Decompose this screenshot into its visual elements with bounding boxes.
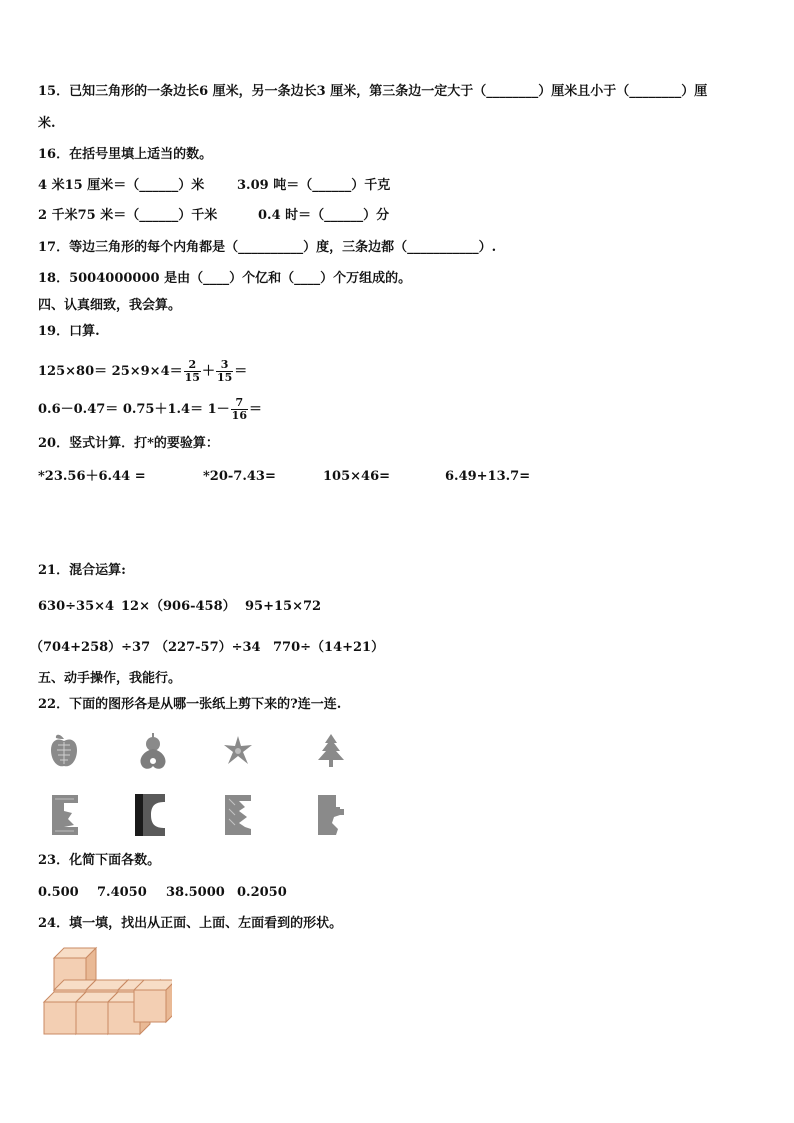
q19-r1a: 125×80＝ xyxy=(38,364,108,379)
q21-r1-3: 95+15×72 xyxy=(245,599,322,614)
q21-title: 21．混合运算: xyxy=(38,563,126,578)
q16-title: 16．在括号里填上适当的数。 xyxy=(38,147,213,162)
q19-row2: 0.6－0.47＝ 0.75＋1.4＝ 1－ $\frac{7}{16}$ ＝ xyxy=(38,396,262,422)
tree-icon xyxy=(316,733,346,769)
q15-line2: 米. xyxy=(38,116,56,131)
fraction-7-16: $\frac{7}{16}$ xyxy=(231,396,247,422)
paper-cutout-3 xyxy=(225,795,251,835)
q22-text: 22．下面的图形各是从哪一张纸上剪下来的?连一连. xyxy=(38,697,342,712)
q23-item-4: 0.2050 xyxy=(237,885,287,900)
fraction-3-15: $\frac{3}{15}$ xyxy=(216,358,233,384)
q16-row2b: 0.4 时＝（______）分 xyxy=(258,208,390,223)
q16-row1b: 3.09 吨＝（______）千克 xyxy=(237,178,391,193)
q19-row1: 125×80＝ 25×9×4＝ $\frac{2}{15}$ ＋ $\frac{3}{15}$ ＝ xyxy=(38,358,248,384)
section4-heading: 四、认真细致，我会算。 xyxy=(38,298,182,313)
q20-title: 20．竖式计算．打*的要验算： xyxy=(38,436,219,451)
q19-r1b: 25×9×4＝ xyxy=(111,364,183,379)
q20-item-4: 6.49+13.7= xyxy=(445,469,531,484)
q20-item-2: *20-7.43= xyxy=(203,469,276,484)
star-flower-icon xyxy=(222,735,254,767)
q17-text: 17．等边三角形的每个内角都是（__________）度，三条边都（___________）. xyxy=(38,240,497,255)
q21-r1-1: 630÷35×4 xyxy=(38,599,115,614)
q21-r1-2: 12×（906-458） xyxy=(121,599,236,614)
fraction-2-15: $\frac{2}{15}$ xyxy=(184,358,200,384)
q23-item-3: 38.5000 xyxy=(166,885,225,900)
q20-item-1: *23.56＋6.44 = xyxy=(38,469,146,484)
q21-r2-2: （227-57）÷34 xyxy=(155,640,261,655)
q16-row2a: 2 千米75 米＝（______）千米 xyxy=(38,208,218,223)
q24-text: 24．填一填，找出从正面、上面、左面看到的形状。 xyxy=(38,916,343,931)
q18-text: 18．5004000000 是由（____）个亿和（____）个万组成的。 xyxy=(38,271,412,286)
q16-row1a: 4 米15 厘米＝（______）米 xyxy=(38,178,205,193)
cube-stack-figure xyxy=(42,944,172,1036)
q15-line1: 15．已知三角形的一条边长6 厘米，另一条边长3 厘米，第三条边一定大于（________）厘米且小于（________）厘 xyxy=(38,84,708,99)
section5-heading: 五、动手操作，我能行。 xyxy=(38,671,182,686)
q23-title: 23．化简下面各数。 xyxy=(38,853,161,868)
q19-title: 19．口算. xyxy=(38,324,100,339)
gourd-icon xyxy=(138,733,168,771)
q20-item-3: 105×46= xyxy=(323,469,391,484)
cube-right-end xyxy=(134,980,172,1022)
paper-cutout-4 xyxy=(318,795,344,835)
q21-r2-1: （704+258）÷37 xyxy=(30,640,151,655)
q19-r2b: 0.75＋1.4＝ xyxy=(122,402,204,417)
q19-r2c: 1－ xyxy=(207,402,230,417)
q21-r2-3: 770÷（14+21） xyxy=(273,640,385,655)
paper-cutout-2 xyxy=(135,794,165,836)
q23-item-2: 7.4050 xyxy=(97,885,147,900)
paper-cutout-1 xyxy=(52,795,78,835)
apple-icon xyxy=(50,733,78,769)
q19-r2a: 0.6－0.47＝ xyxy=(38,402,119,417)
q23-item-1: 0.500 xyxy=(38,885,79,900)
